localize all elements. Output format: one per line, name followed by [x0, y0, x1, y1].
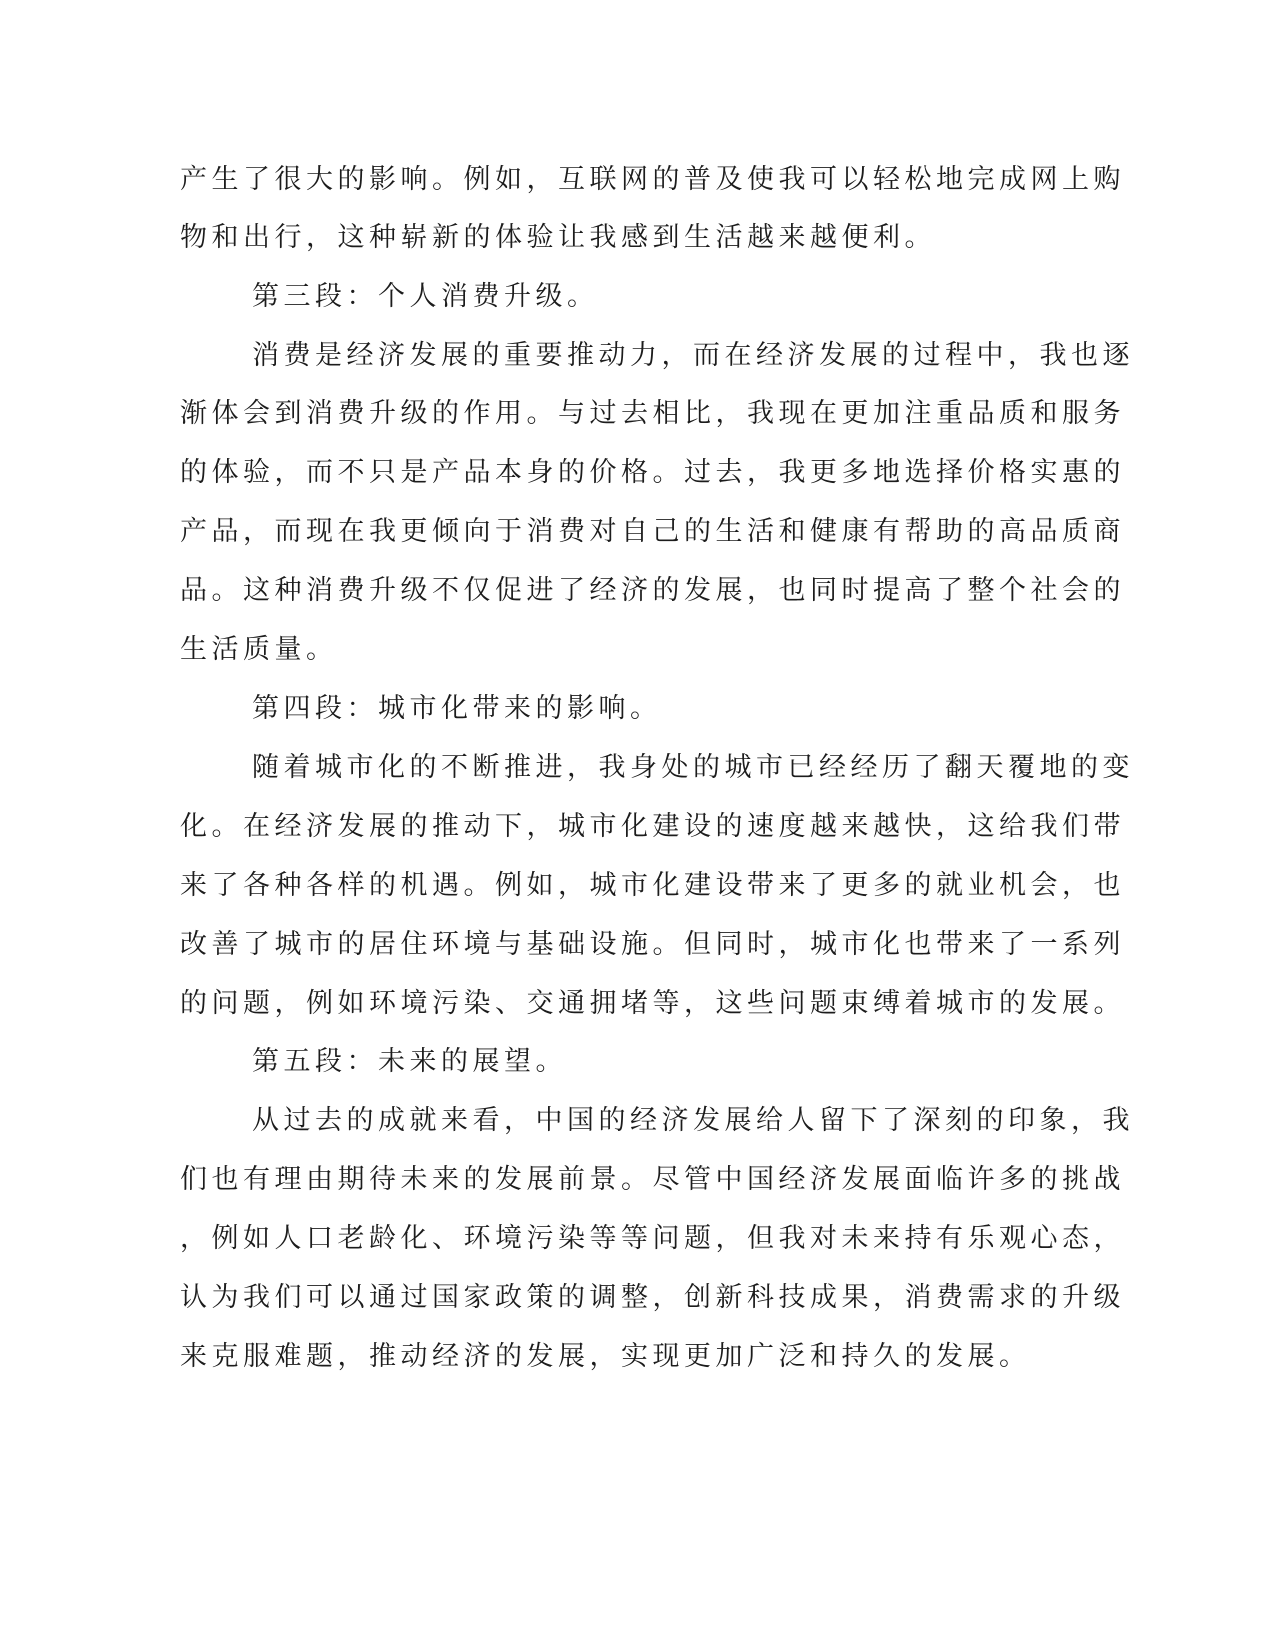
text-line: 产品，而现在我更倾向于消费对自己的生活和健康有帮助的高品质商: [180, 516, 1125, 547]
text-line: 来了各种各样的机遇。例如，城市化建设带来了更多的就业机会，也: [180, 870, 1125, 901]
text-line: 改善了城市的居住环境与基础设施。但同时，城市化也带来了一系列: [180, 929, 1125, 960]
text-line: 的体验，而不只是产品本身的价格。过去，我更多地选择价格实惠的: [180, 457, 1125, 488]
text-line: 消费是经济发展的重要推动力，而在经济发展的过程中，我也逐: [252, 340, 1134, 371]
text-line: 物和出行，这种崭新的体验让我感到生活越来越便利。: [180, 222, 936, 253]
section-heading: 第三段：个人消费升级。: [252, 281, 599, 312]
text-line: 品。这种消费升级不仅促进了经济的发展，也同时提高了整个社会的: [180, 575, 1125, 606]
text-line: 来克服难题，推动经济的发展，实现更加广泛和持久的发展。: [180, 1341, 1031, 1372]
text-line: 认为我们可以通过国家政策的调整，创新科技成果，消费需求的升级: [180, 1282, 1125, 1313]
text-line: 产生了很大的影响。例如，互联网的普及使我可以轻松地完成网上购: [180, 164, 1125, 195]
text-line: 随着城市化的不断推进，我身处的城市已经经历了翻天覆地的变: [252, 752, 1134, 783]
text-line: 的问题，例如环境污染、交通拥堵等，这些问题束缚着城市的发展。: [180, 988, 1125, 1019]
text-line: 们也有理由期待未来的发展前景。尽管中国经济发展面临许多的挑战: [180, 1164, 1125, 1195]
section-heading: 第四段：城市化带来的影响。: [252, 693, 662, 724]
text-line: 生活质量。: [180, 634, 338, 665]
text-line: 从过去的成就来看，中国的经济发展给人留下了深刻的印象，我: [252, 1105, 1134, 1136]
text-line: 渐体会到消费升级的作用。与过去相比，我现在更加注重品质和服务: [180, 398, 1125, 429]
section-heading: 第五段：未来的展望。: [252, 1046, 567, 1077]
text-line: 化。在经济发展的推动下，城市化建设的速度越来越快，这给我们带: [180, 811, 1125, 842]
text-line: ，例如人口老龄化、环境污染等等问题，但我对未来持有乐观心态，: [180, 1223, 1125, 1254]
